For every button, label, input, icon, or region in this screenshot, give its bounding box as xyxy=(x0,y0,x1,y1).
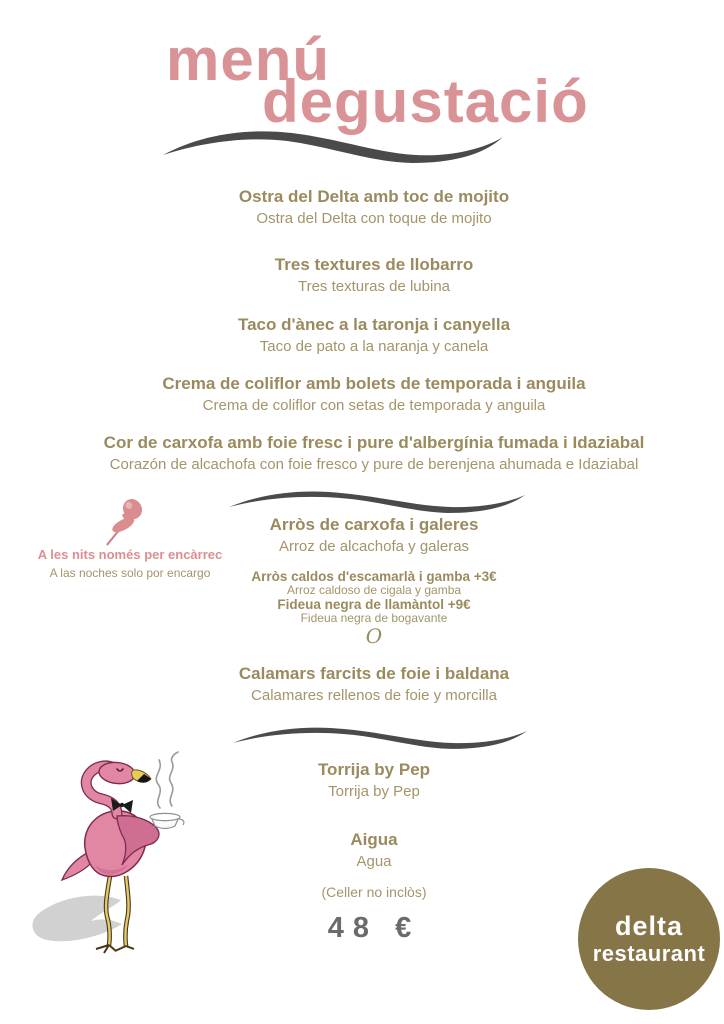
wave-divider xyxy=(162,126,504,166)
course-item xyxy=(24,314,724,358)
menu-title-line1: menú xyxy=(166,26,331,93)
wave-divider xyxy=(232,724,528,750)
course-name-ca: Arròs de carxofa i galeres xyxy=(269,515,479,534)
course-item xyxy=(24,663,724,707)
course-name-es: Crema de coliflor con setas de temporada y anguila xyxy=(202,397,546,414)
course-name-es: Taco de pato a la naranja y canela xyxy=(259,338,489,355)
menu-price: 48 € xyxy=(327,912,421,944)
option-ca: Arròs caldos d'escamarlà i gamba +3€ xyxy=(251,569,497,584)
delta-restaurant-logo xyxy=(578,868,720,1010)
course-item xyxy=(24,514,724,558)
evening-note-es: A las noches solo por encargo xyxy=(49,566,211,580)
option-es: Arroz caldoso de cigala y gamba xyxy=(286,583,462,597)
course-item xyxy=(24,432,724,476)
course-name-ca: Cor de carxofa amb foie fresc i pure d'albergínia fumada i Idaziabal xyxy=(103,433,645,452)
course-item xyxy=(24,254,724,298)
course-name-es: Torrija by Pep xyxy=(328,783,420,800)
course-name-ca: Crema de coliflor amb bolets de temporada i anguila xyxy=(162,374,586,393)
course-item xyxy=(24,373,724,417)
course-name-ca: Ostra del Delta amb toc de mojito xyxy=(238,187,510,206)
rice-options xyxy=(24,569,724,625)
course-name-es: Agua xyxy=(356,853,392,870)
menu-title-line2: degustació xyxy=(262,68,589,135)
course-name-es: Ostra del Delta con toque de mojito xyxy=(256,210,492,227)
course-name-es: Corazón de alcachofa con foie fresco y pure de berenjena ahumada e Idaziabal xyxy=(109,456,639,473)
evening-note-ca: A les nits només per encàrrec xyxy=(37,547,223,562)
course-name-ca: Calamars farcits de foie i baldana xyxy=(238,664,510,683)
course-name-ca: Torrija by Pep xyxy=(317,760,431,779)
course-name-ca: Tres textures de llobarro xyxy=(274,255,474,274)
course-name-ca: Taco d'ànec a la taronja i canyella xyxy=(237,315,511,334)
course-name-es: Calamares rellenos de foie y morcilla xyxy=(251,687,497,704)
flamingo-illustration xyxy=(25,748,215,988)
option-ca: Fideua negra de llamàntol +9€ xyxy=(277,597,471,612)
cellar-note: (Celler no inclòs) xyxy=(321,884,427,900)
course-name-es: Tres texturas de lubina xyxy=(297,278,451,295)
option-es: Fideua negra de bogavante xyxy=(300,611,448,625)
course-name-es: Arroz de alcachofa y galeras xyxy=(278,538,470,555)
or-divider: O xyxy=(365,624,383,648)
wave-divider xyxy=(228,488,526,514)
logo-line1: delta xyxy=(614,911,684,942)
course-name-ca: Aigua xyxy=(350,830,398,849)
logo-line2: restaurant xyxy=(592,940,706,966)
course-item xyxy=(24,186,724,230)
